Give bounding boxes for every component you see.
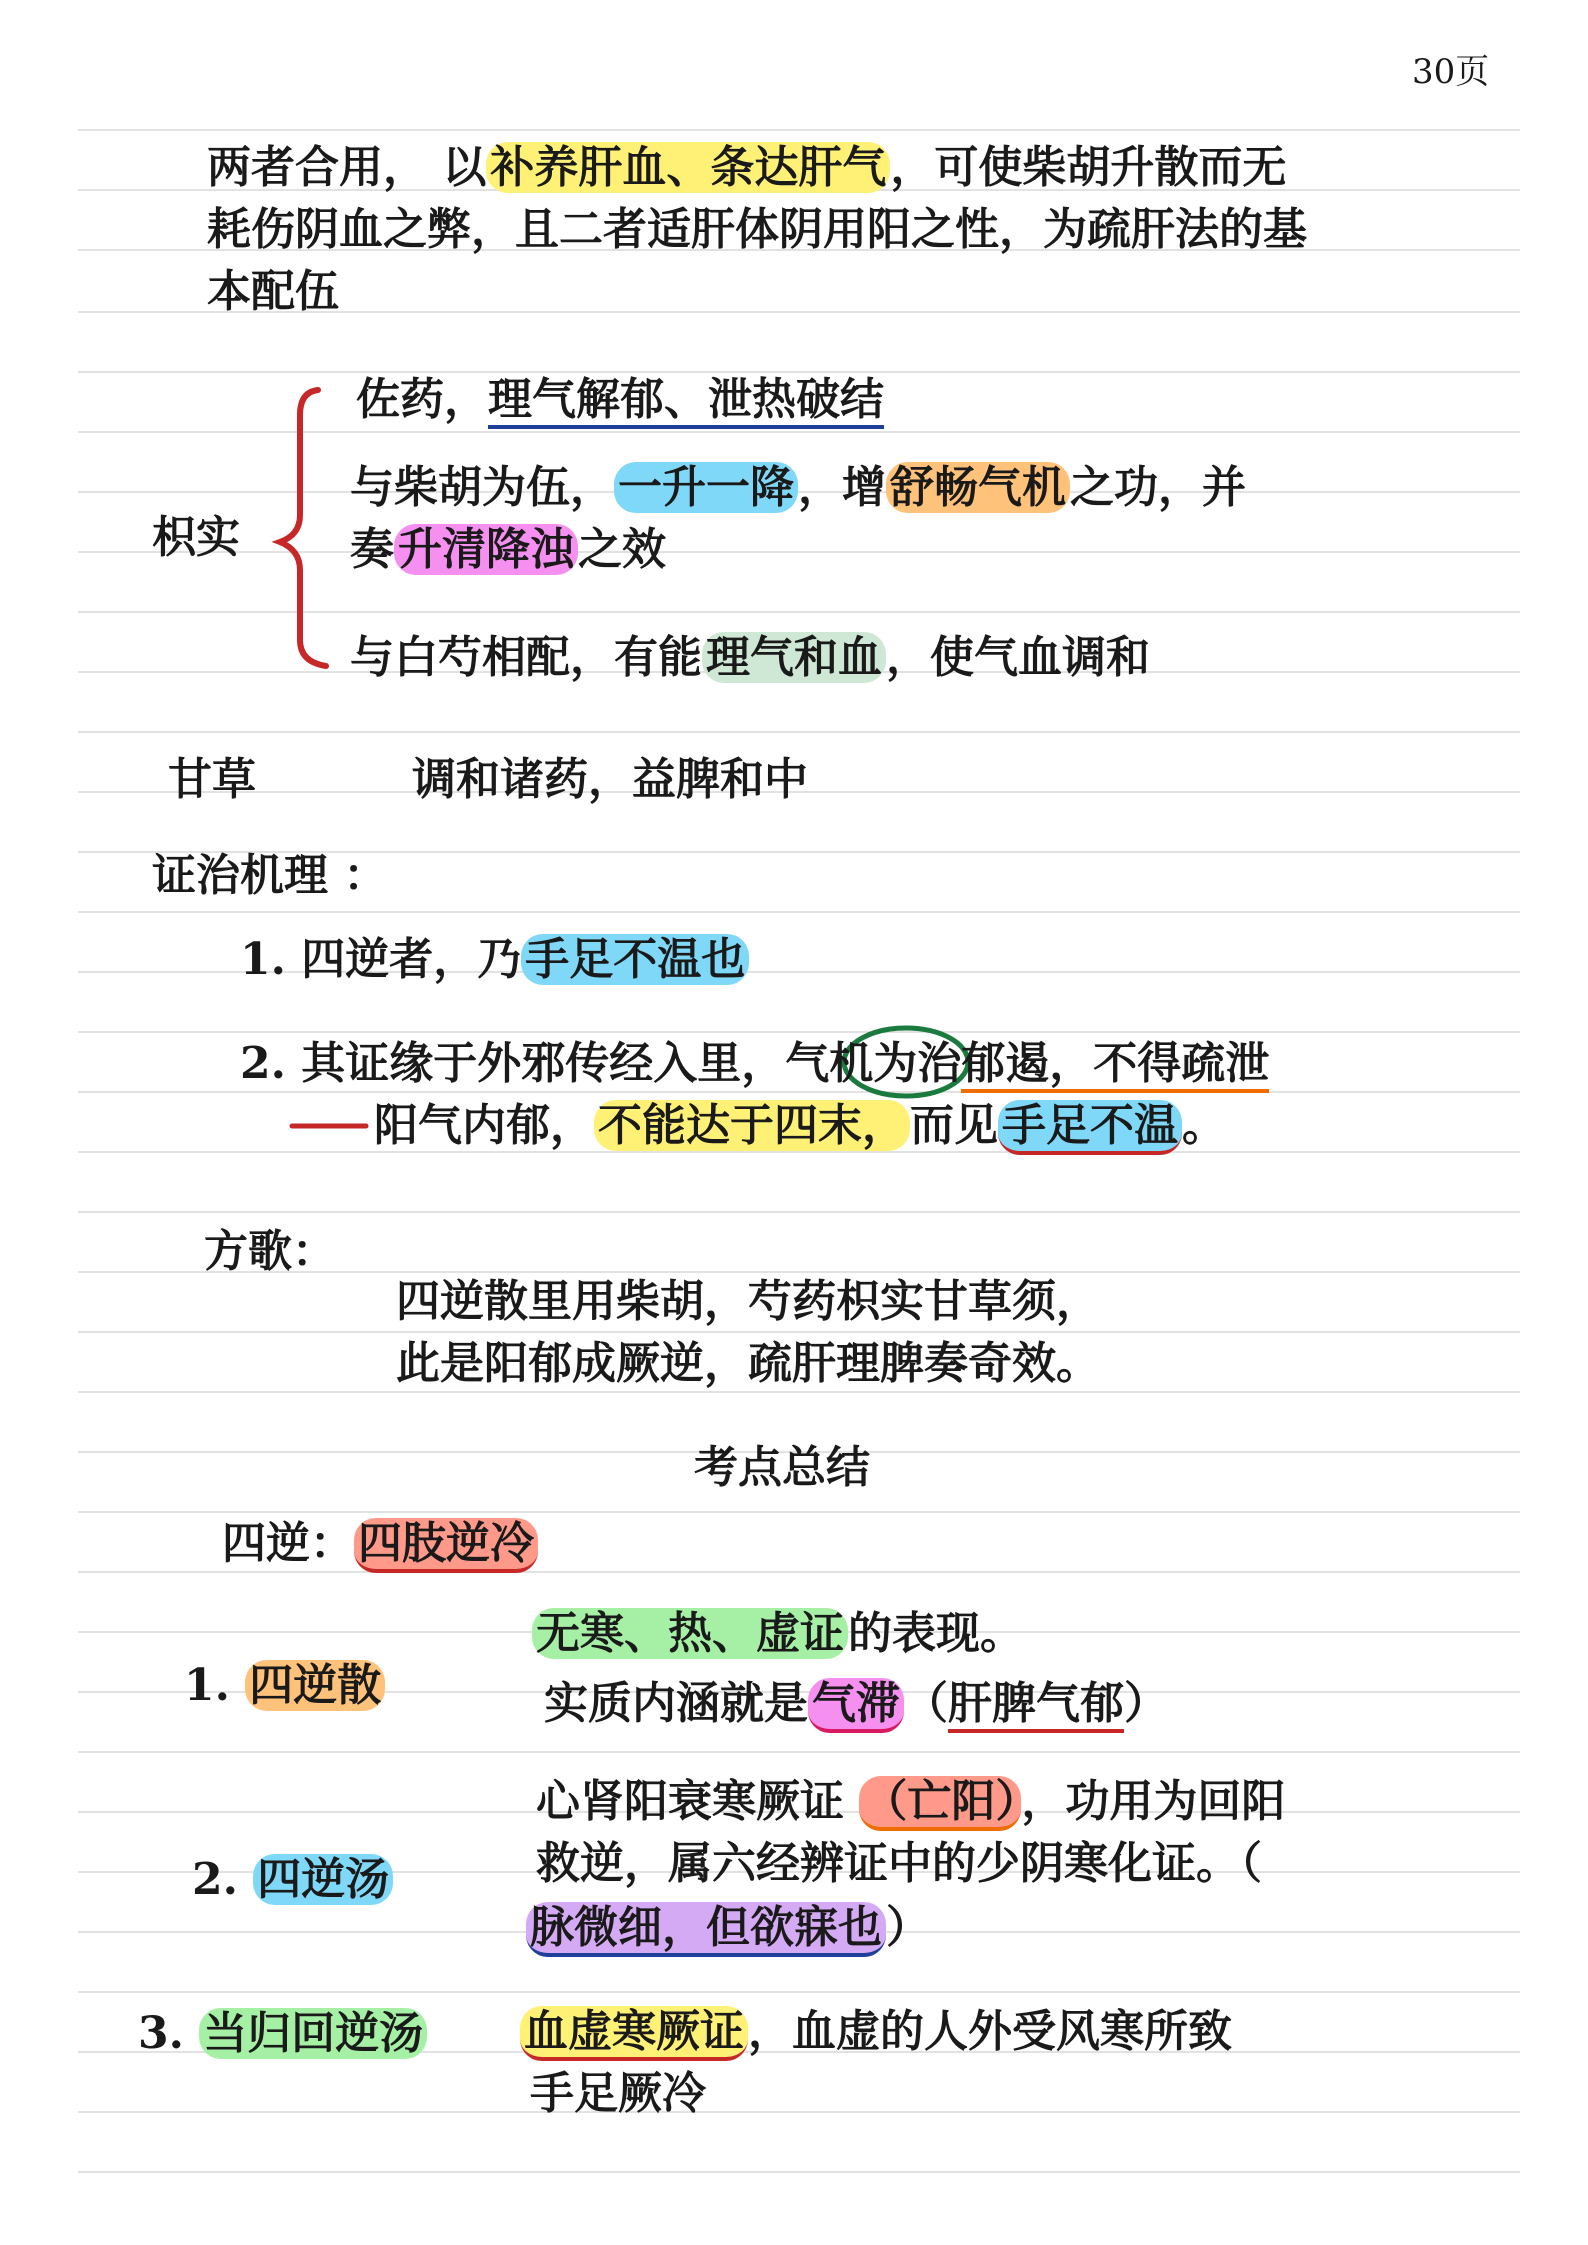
intro-line-2: 耗伤阴血之弊，且二者适肝体阴用阳之性，为疏肝法的基 (207, 204, 1307, 255)
item-1-name (184, 1658, 385, 1714)
highlight-green: 理气和血 (702, 632, 886, 683)
item-3-line-2: 手足厥冷 (530, 2068, 706, 2119)
item-text: ） (886, 1902, 930, 1953)
song-line-2: 此是阳郁成厥逆，疏肝理脾奏奇效。 (396, 1338, 1100, 1389)
zhishi-text: ，使气血调和 (886, 632, 1150, 683)
sini-label: 四逆： (222, 1518, 354, 1569)
highlight-red: 四肢逆冷 (354, 1518, 538, 1573)
item-number: 3. (138, 2008, 184, 2059)
zhishi-text: 奏 (350, 524, 394, 575)
highlight-green: 当归回逆汤 (199, 2008, 427, 2059)
zhishi-row-4 (350, 630, 1150, 686)
highlight-orange: 四逆散 (245, 1660, 385, 1711)
mechanism-text: 1. 四逆者，乃 (240, 934, 522, 985)
item-text: ） (1124, 1678, 1168, 1729)
item-2-line-1 (536, 1774, 1285, 1830)
mechanism-point-2-cont (374, 1098, 1226, 1154)
item-2-name (192, 1852, 393, 1908)
item-1-line-2 (544, 1676, 1168, 1732)
zhishi-row-2 (350, 460, 1246, 516)
underline-blue: 理气解郁、泄热破结 (488, 374, 884, 429)
item-3-name (138, 2006, 427, 2062)
item-2-line-3 (526, 1900, 930, 1956)
underline-red: 肝脾气郁 (948, 1678, 1124, 1733)
highlight-green: 无寒、热、虚证 (532, 1608, 848, 1659)
highlight-red: （亡阳） (859, 1776, 1021, 1831)
circled-text: 气机 (785, 1038, 874, 1089)
highlight-yellow: 补养肝血、条达肝气 (486, 142, 890, 193)
item-text: （ (904, 1678, 948, 1729)
zhishi-text: 之效 (578, 524, 666, 575)
item-text: 的表现。 (848, 1608, 1024, 1659)
intro-line-1 (207, 140, 1286, 196)
highlight-violet: 脉微细，但欲寐也 (526, 1902, 886, 1957)
highlight-orange: 舒畅气机 (886, 462, 1070, 513)
mechanism-text: 阳气内郁， (374, 1100, 594, 1151)
mechanism-point-2 (240, 1036, 1269, 1092)
item-text: 实质内涵就是 (544, 1678, 808, 1729)
zhishi-row-3 (350, 522, 666, 578)
item-2-line-2: 救逆，属六经辨证中的少阴寒化证。（ (536, 1838, 1262, 1889)
zhishi-text: 佐药， (356, 374, 488, 425)
mechanism-point-1 (240, 932, 749, 988)
summary-title: 考点总结 (694, 1442, 870, 1493)
highlight-blue: 手足不温 (998, 1100, 1182, 1155)
intro-line-3: 本配伍 (207, 266, 339, 317)
highlight-blue: 一升一降 (614, 462, 798, 513)
item-3-line-1 (520, 2004, 1232, 2060)
intro-text: 两者合用， 以 (207, 142, 487, 193)
item-1-line-1 (532, 1606, 1024, 1662)
page-number: 30页 (1412, 52, 1490, 92)
zhishi-text: 之功，并 (1070, 462, 1246, 513)
item-text: ，血虚的人外受风寒所致 (748, 2006, 1232, 2057)
mechanism-text: 为治 (873, 1038, 962, 1089)
highlight-pink: 升清降浊 (394, 524, 578, 575)
mechanism-text: 2. 其证缘于外邪传经入里， (240, 1038, 786, 1089)
zhishi-label: 枳实 (152, 512, 240, 563)
mechanism-title: 证治机理 ： (152, 850, 388, 901)
highlight-yellow: 不能达于四末， (594, 1100, 910, 1151)
intro-text: ，可使柴胡升散而无 (890, 142, 1287, 193)
zhishi-text: 与白芍相配，有能 (350, 632, 702, 683)
gancao-label: 甘草 (168, 754, 256, 805)
mechanism-text: 。 (1182, 1100, 1226, 1151)
song-label: 方歌： (204, 1226, 336, 1277)
item-number: 1. (184, 1660, 230, 1711)
highlight-pink: 气滞 (808, 1678, 904, 1733)
song-line-1: 四逆散里用柴胡，芍药枳实甘草须， (396, 1276, 1100, 1327)
item-number: 2. (192, 1854, 238, 1905)
highlight-yellow: 血虚寒厥证 (520, 2006, 748, 2061)
item-text: 心肾阳衰寒厥证 (536, 1776, 860, 1827)
gancao-desc: 调和诸药，益脾和中 (412, 754, 808, 805)
mechanism-text: 而见 (910, 1100, 998, 1151)
zhishi-text: 与柴胡为伍， (350, 462, 614, 513)
item-text: ，功用为回阳 (1021, 1776, 1286, 1827)
zhishi-text: ，增 (798, 462, 886, 513)
highlight-blue: 手足不温也 (521, 934, 749, 985)
zhishi-row-1 (356, 372, 884, 428)
sini-row (222, 1516, 538, 1572)
highlight-blue: 四逆汤 (253, 1854, 393, 1905)
underline-orange: 郁遏，不得疏泄 (961, 1038, 1269, 1093)
